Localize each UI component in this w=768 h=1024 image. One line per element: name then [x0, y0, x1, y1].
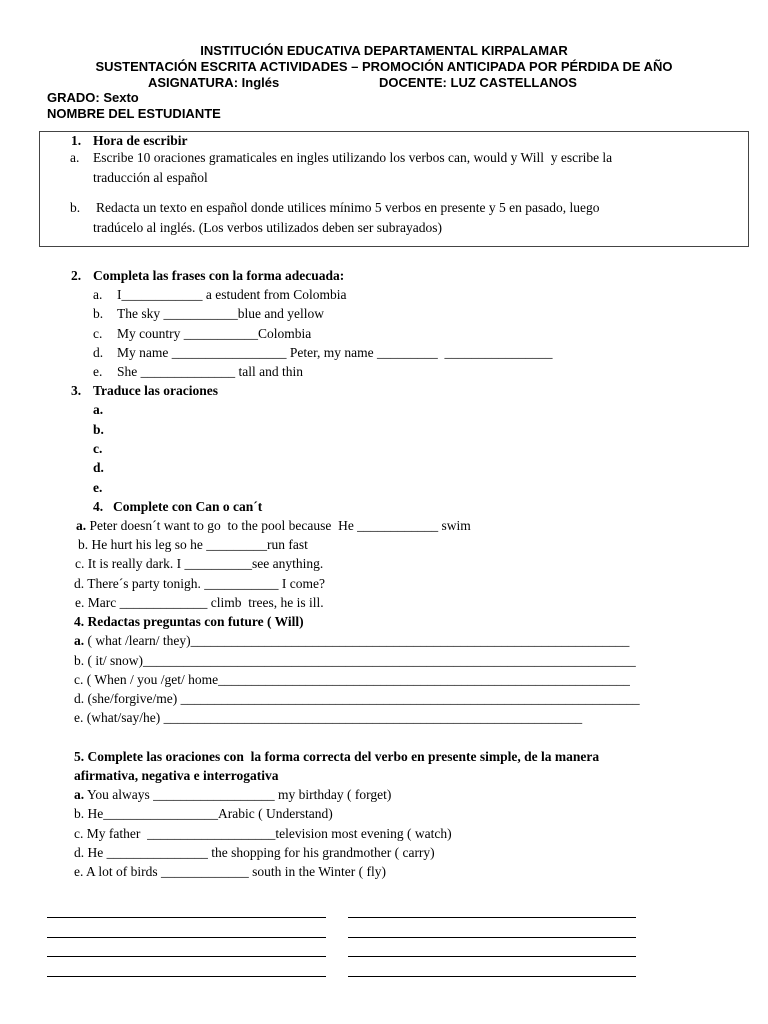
item-text: A lot of birds _____________ south in the Winter ( fly) [83, 864, 386, 879]
answer-line [47, 937, 326, 938]
item-text: (she/forgive/me) ____________________________________________________________________ [84, 691, 640, 706]
section1-a-line1: Escribe 10 oraciones gramaticales en ingles utilizando los verbos can, would y Will y escribe la [93, 150, 613, 165]
section2-item-letter: e. [93, 364, 103, 379]
section2-item-text: I____________ a estudent from Colombia [117, 287, 347, 302]
subject-label: ASIGNATURA: Inglés [148, 75, 280, 90]
section4b-item [74, 671, 630, 689]
item-text: He _______________ the shopping for his grandmother ( carry) [84, 845, 435, 860]
item-text: ( what /learn/ they)_________________________________________________________________ [84, 633, 630, 648]
section4b-item [74, 652, 636, 670]
answer-line [47, 917, 326, 918]
item-letter: e. [75, 595, 85, 610]
item-text: ( When / you /get/ home_____________________________________________________________ [83, 672, 630, 687]
section1-b-line2: tradúcelo al inglés. (Los verbos utilizados deben ser subrayados) [93, 220, 443, 235]
section5-item [74, 863, 386, 881]
section5-item [74, 805, 333, 823]
section2-title: Completa las frases con la forma adecuada: [93, 268, 345, 283]
item-text: There´s party tonigh. ___________ I come? [84, 576, 325, 591]
section2-item-text: My name _________________ Peter, my name _________ ________________ [117, 345, 553, 360]
section1-number: 1. [71, 133, 82, 148]
section4a-item [75, 555, 323, 573]
section3-item-letter: c. [93, 441, 103, 456]
section5-item [74, 786, 391, 804]
item-letter: c. [74, 826, 84, 841]
section1-title: Hora de escribir [93, 133, 188, 148]
section3-title: Traduce las oraciones [93, 383, 218, 398]
section4a-number: 4. [93, 499, 104, 514]
item-text: Peter doesn´t want to go to the pool because He ____________ swim [86, 518, 471, 533]
section2-item-letter: d. [93, 345, 104, 360]
answer-line [47, 976, 326, 977]
section2-item-letter: c. [93, 326, 103, 341]
section2-item-text: She ______________ tall and thin [117, 364, 303, 379]
section2-item-text: The sky ___________blue and yellow [117, 306, 324, 321]
item-letter: a. [74, 633, 85, 648]
school-name: INSTITUCIÓN EDUCATIVA DEPARTAMENTAL KIRPALAMAR [200, 43, 568, 58]
section2-item-text: My country ___________Colombia [117, 326, 312, 341]
section3-item-letter: e. [93, 480, 103, 495]
section1-a-letter: a. [70, 150, 80, 165]
section3-number: 3. [71, 383, 82, 398]
item-letter: e. [74, 864, 84, 879]
item-text: He_________________Arabic ( Understand) [84, 806, 333, 821]
answer-line [348, 956, 636, 957]
section1-a-line2: traducción al español [93, 170, 208, 185]
item-letter: b. [74, 653, 85, 668]
section2-item-letter: b. [93, 306, 104, 321]
section4b-item [74, 709, 582, 727]
item-letter: c. [74, 672, 84, 687]
item-text: You always __________________ my birthday ( forget) [84, 787, 392, 802]
item-text: My father ___________________television most evening ( watch) [83, 826, 452, 841]
document-title: SUSTENTACIÓN ESCRITA ACTIVIDADES – PROMOCIÓN ANTICIPADA POR PÉRDIDA DE AÑO [95, 59, 673, 74]
item-letter: d. [74, 691, 85, 706]
item-letter: a. [74, 787, 85, 802]
item-letter: d. [74, 845, 85, 860]
answer-line [348, 937, 636, 938]
section3-item-letter: a. [93, 402, 104, 417]
item-text: (what/say/he) ______________________________________________________________ [83, 710, 583, 725]
section3-item-letter: d. [93, 460, 104, 475]
section5-item [74, 844, 435, 862]
section5-title-line2: afirmativa, negativa e interrogativa [74, 768, 279, 783]
section4a-item [74, 575, 325, 593]
section4a-title: Complete con Can o can´t [113, 499, 263, 514]
grade-label: GRADO: Sexto [47, 90, 139, 105]
answer-line [348, 917, 636, 918]
section4a-item [78, 536, 308, 554]
teacher-label: DOCENTE: LUZ CASTELLANOS [379, 75, 577, 90]
answer-line [47, 956, 326, 957]
item-text: It is really dark. I __________see anything. [84, 556, 324, 571]
item-text: ( it/ snow)_________________________________________________________________________ [84, 653, 636, 668]
section1-b-letter: b. [70, 200, 81, 215]
section4a-item [75, 594, 324, 612]
section2-item-letter: a. [93, 287, 103, 302]
item-letter: b. [74, 806, 85, 821]
section4b-item [74, 632, 629, 650]
section4b-item [74, 690, 640, 708]
item-letter: d. [74, 576, 85, 591]
item-letter: a. [76, 518, 87, 533]
section1-b-line1: Redacta un texto en español donde utilices mínimo 5 verbos en presente y 5 en pasado, luego [96, 200, 600, 215]
item-text: Marc _____________ climb trees, he is ill. [84, 595, 324, 610]
answer-line [348, 976, 636, 977]
section2-number: 2. [71, 268, 82, 283]
item-letter: e. [74, 710, 84, 725]
item-letter: b. [78, 537, 89, 552]
section5-title-line1: 5. Complete las oraciones con la forma correcta del verbo en presente simple, de la manera [74, 749, 600, 764]
section3-item-letter: b. [93, 422, 104, 437]
item-letter: c. [75, 556, 85, 571]
student-name-label: NOMBRE DEL ESTUDIANTE [47, 106, 221, 121]
section5-item [74, 825, 452, 843]
item-text: He hurt his leg so he _________run fast [88, 537, 308, 552]
section4a-item [76, 517, 471, 535]
section4b-title: 4. Redactas preguntas con future ( Will) [74, 614, 304, 629]
